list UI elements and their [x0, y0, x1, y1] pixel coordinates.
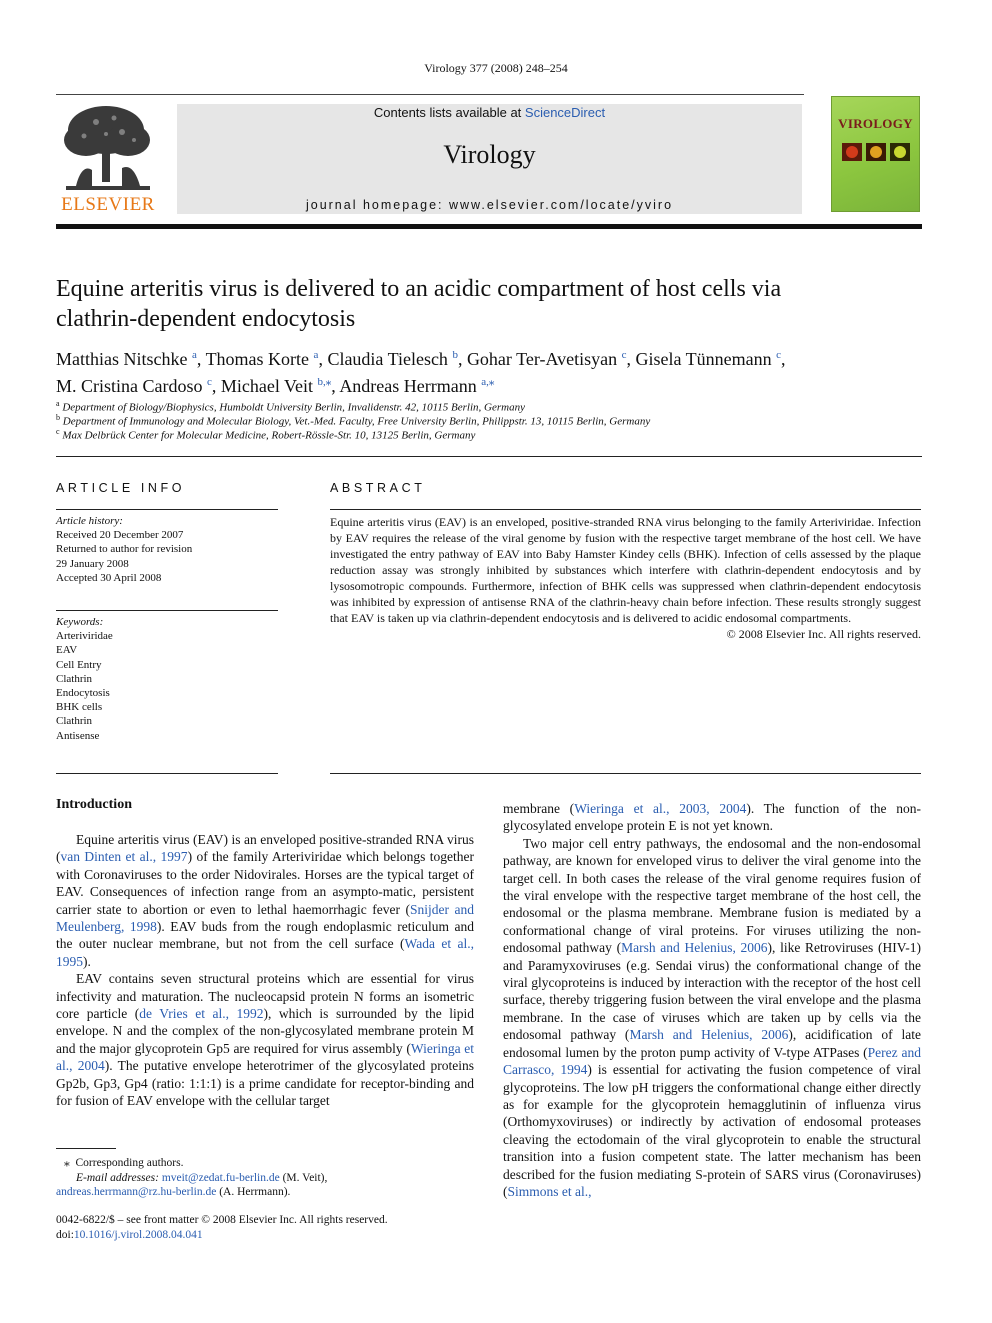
body-text: ), acidification of late endosomal lumen by the proton pump activity of V-type ATPases ( — [503, 1027, 921, 1060]
body-text: ). The putative envelope heterotrimer of the glycosylated proteins Gp2b, Gp3, Gp4 (ratio: 1:1:1) is a prime candidate for receptor-binding and for fusion of EAV envelope with the cellular target — [56, 1058, 474, 1109]
affiliation-text: Department of Immunology and Molecular Biology, Vet.-Med. Faculty, Free University Berlin, Philippstr. 13, 10115 Berlin, Germany — [62, 415, 651, 428]
body-text: ), which is surrounded by the lipid envelope. N and the complex of the non-glycosylated membrane protein M and the major glycoprotein Gp5 are required for virus assembly ( — [56, 1006, 474, 1056]
affiliation-label: b — [56, 413, 60, 422]
history-item: Returned to author for revision — [56, 543, 193, 556]
keyword-item: Clathrin — [56, 715, 93, 728]
reference-link[interactable]: Snijder and Meulenberg, 1998 — [56, 901, 474, 935]
keyword-item: Cell Entry — [56, 658, 102, 671]
keyword-item: EAV — [56, 644, 78, 657]
author-name: Thomas Korte — [205, 349, 310, 369]
author-name: Claudia Tielesch — [327, 349, 448, 369]
abstract-text: Equine arteritis virus (EAV) is an enveloped, positive-stranded RNA virus belonging to the family Arteriviridae. Infection by EAV requires the release of the viral genome by fusion with the respective target membrane of the host cell. We have investigated the entry pathway of EAV into Baby Hamster Kindey cells (BHK). Infection of cells assessed by the plaque reduction assay was strongly inhibited by substances which interfere with clathrin-dependent endocytosis and by lysosomotropic compounds. Furthermore, infection of BHK cells was suppressed when clathrin-dependent endocytosis was inhibited by expression of antisense RNA of the clathrin-heavy chain before infection. These results strongly suggest that EAV is taken up via clathrin-dependent endocytosis and is delivered to acidic endosomal compartments. — [330, 515, 921, 625]
footnote-rule — [56, 1148, 116, 1149]
journal-homepage-link[interactable]: journal homepage: www.elsevier.com/locate/yviro — [305, 198, 674, 212]
keyword-item: Arteriviridae — [56, 630, 113, 643]
affiliation-text: Department of Biology/Biophysics, Humboldt University Berlin, Invalidenstr. 42, 10115 Berlin, Germany — [62, 401, 525, 414]
article-info-rule — [56, 509, 278, 510]
history-item: Received 20 December 2007 — [56, 529, 184, 542]
author-affil-link[interactable]: c — [207, 375, 212, 388]
author-separator: , — [196, 349, 206, 369]
email-label: E-mail addresses: — [76, 1171, 159, 1184]
history-item: 29 January 2008 — [56, 557, 129, 570]
affiliation-label: c — [56, 427, 60, 436]
reference-link[interactable]: van Dinten et al., 1997 — [60, 849, 188, 865]
author-affil-link[interactable]: c — [776, 349, 782, 361]
corresponding-text: Corresponding authors. — [75, 1157, 184, 1169]
sciencedirect-link[interactable]: ScienceDirect — [524, 105, 606, 120]
journal-cover[interactable] — [831, 96, 920, 212]
author-separator: , — [211, 375, 221, 396]
header-thick-rule — [56, 224, 922, 229]
reference-link[interactable]: Simmons et al., — [507, 1183, 592, 1199]
title-line-1: Equine arteritis virus is delivered to an acidic compartment of host cells via — [56, 276, 782, 302]
doi-link[interactable]: 10.1016/j.virol.2008.04.041 — [73, 1228, 203, 1241]
journal-citation: Virology 377 (2008) 248–254 — [424, 61, 568, 75]
abstract — [330, 514, 921, 642]
journal-banner — [177, 104, 802, 214]
abstract-bottom-rule — [330, 773, 921, 774]
author-affil-link[interactable]: a — [313, 349, 319, 361]
author-separator: , — [457, 349, 467, 369]
reference-link[interactable]: Perez and Carrasco, 1994 — [503, 1044, 921, 1078]
introduction-heading: Introduction — [56, 797, 132, 812]
keyword-item: Antisense — [56, 729, 100, 742]
doi-line — [56, 1228, 474, 1243]
issn-line: 0042-6822/$ – see front matter © 2008 Elsevier Inc. All rights reserved. — [56, 1214, 388, 1226]
author-name: M. Cristina Cardoso — [56, 375, 203, 396]
email-link[interactable]: mveit@zedat.fu-berlin.de — [161, 1171, 280, 1184]
keywords — [56, 615, 278, 743]
author-separator: , — [331, 375, 340, 396]
author-name: Gisela Tünnemann — [635, 349, 772, 369]
article-info-bottom-rule — [56, 773, 278, 774]
abstract-rule — [330, 509, 921, 510]
author-affil-link[interactable]: b — [452, 349, 458, 361]
doi-label: doi: — [56, 1228, 74, 1241]
body-right-column — [503, 800, 921, 1200]
author-line-2 — [56, 371, 922, 398]
body-text: ). EAV buds from the rough endoplasmic reticulum and the outer nuclear membrane, but not from the cell surface ( — [56, 919, 475, 952]
keyword-item: Clathrin — [56, 672, 93, 685]
reference-link[interactable]: Wieringa et al., 2003, 2004 — [574, 801, 747, 816]
article-info-heading: ARTICLE INFO — [56, 481, 186, 495]
author-list — [56, 344, 922, 397]
body-left-column — [56, 831, 474, 1110]
author-name: Matthias Nitschke — [56, 349, 188, 369]
article-title — [56, 274, 922, 334]
footnote-star: ⁎ — [64, 1157, 70, 1169]
author-name: Andreas Herrmann — [339, 375, 477, 396]
elsevier-logo[interactable] — [56, 100, 160, 216]
author-separator: , — [626, 349, 636, 369]
title-line-2: clathrin-dependent endocytosis — [56, 306, 356, 332]
keyword-item: BHK cells — [56, 701, 103, 714]
body-text: Two major cell entry pathways, the endosomal and the non-endosomal pathway, are known for enveloped virus to deliver the viral genome into the target cell. In both cases the release of the viral genome requires fusion of the viral envelope with the respective target membrane of the host cell, the endosomal or the plasma membrane. Membrane fusion is mediated by a conformational change of viral proteins. For viruses utilizing the non-endosomal pathway ( — [503, 835, 921, 956]
body-text: ) of the family Arteriviridae which belongs together with Coronaviruses to the order Nidovirales. Horses are the typical target of EAV. Consequences of infection range from an asympto-matic, persistent carrier state to abortion or even to lethal haemorrhagic fever ( — [56, 849, 474, 917]
author-name: Gohar Ter-Avetisyan — [466, 349, 618, 369]
history-label: Article history: — [56, 515, 123, 527]
email-owner: (A. Herrmann). — [219, 1186, 291, 1198]
affiliation-text: Max Delbrück Center for Molecular Medicine, Robert-Rössle-Str. 10, 13125 Berlin, Germany — [62, 429, 476, 442]
header-rule — [56, 94, 804, 95]
front-matter — [56, 1213, 474, 1242]
body-paragraph — [56, 970, 474, 1109]
body-text: ) is essential for activating the fusion competence of viral glycoproteins. The low pH triggers the conformational change either directly as for example for the glycoprotein hemagglutinin of influenza virus (Orthomyxoviruses) or indirectly by activation of endosomal proteases cleaving the ectodomain of the viral glycoprotein to enable the structural transition into a fusion competent state. The latter mechanism has been described for the fusion mediating S-protein of SARS virus (Coronaviruses) ( — [503, 1062, 921, 1199]
author-separator: , — [318, 349, 328, 369]
reference-link[interactable]: Marsh and Helenius, 2006 — [629, 1027, 789, 1043]
email-line — [56, 1171, 474, 1186]
cover-title: VIROLOGY — [838, 116, 913, 131]
body-text: ), like Retroviruses (HIV-1) and Paramyxoviruses (e.g. Sendai virus) the conformational change of the viral glycoproteins is induced by interaction with the receptor of the host cell surface, thereby triggering fusion between the viral envelope and the plasma membrane. In the case of viruses which are taken up by cells via the endosomal pathway ( — [503, 940, 921, 1043]
history-item: Accepted 30 April 2008 — [56, 571, 162, 584]
contents-prefix: Contents lists available at — [373, 105, 525, 120]
body-paragraph — [56, 831, 474, 970]
affiliation — [56, 413, 650, 428]
reference-link[interactable]: de Vries et al., 1992 — [139, 1006, 264, 1022]
author-affil-link[interactable]: b,⁎ — [317, 375, 332, 388]
tree-icon — [56, 100, 160, 194]
elsevier-wordmark: ELSEVIER — [61, 194, 155, 215]
author-separator: , — [781, 349, 786, 369]
author-line-1 — [56, 344, 922, 371]
reference-link[interactable]: Wieringa et al., 2004 — [56, 1040, 474, 1074]
reference-link[interactable]: Marsh and Helenius, 2006 — [621, 940, 768, 956]
keywords-rule — [56, 610, 278, 611]
keywords-label: Keywords: — [56, 616, 104, 628]
body-text: EAV contains seven structural proteins which are essential for virus infectivity and maturation. The nucleocapsid protein N forms an isometric core particle ( — [56, 971, 474, 1022]
affiliation — [56, 427, 475, 442]
body-paragraph — [503, 835, 921, 1201]
footnotes — [56, 1156, 474, 1200]
author-name: Michael Veit — [220, 375, 314, 396]
abstract-heading: ABSTRACT — [330, 481, 426, 495]
abstract-copyright: © 2008 Elsevier Inc. All rights reserved. — [726, 627, 921, 641]
body-paragraph — [503, 800, 921, 835]
cover-image-icon — [842, 141, 912, 163]
affiliation-rule — [56, 456, 922, 457]
contents-line — [177, 105, 802, 120]
corresponding-note — [56, 1156, 474, 1171]
affiliation-label: a — [56, 399, 60, 408]
reference-link[interactable]: Wada et al., 1995 — [56, 936, 474, 969]
article-history — [56, 514, 278, 585]
author-affil-link[interactable]: c — [621, 349, 627, 361]
email-line — [56, 1185, 474, 1200]
author-affil-link[interactable]: a — [191, 349, 197, 361]
author-affil-link[interactable]: a,⁎ — [481, 375, 495, 388]
affiliation — [56, 399, 525, 414]
email-link[interactable]: andreas.herrmann@rz.hu-berlin.de — [56, 1186, 217, 1198]
keyword-item: Endocytosis — [56, 687, 110, 700]
journal-name: Virology — [443, 140, 536, 169]
body-text: ). — [83, 953, 91, 969]
body-text: Equine arteritis virus (EAV) is an enveloped positive-stranded RNA virus ( — [56, 832, 474, 865]
body-text: ). The function of the non-glycosylated envelope protein E is not yet known. — [503, 801, 922, 834]
email-owner: (M. Veit), — [282, 1171, 328, 1184]
body-text: membrane ( — [503, 801, 575, 816]
